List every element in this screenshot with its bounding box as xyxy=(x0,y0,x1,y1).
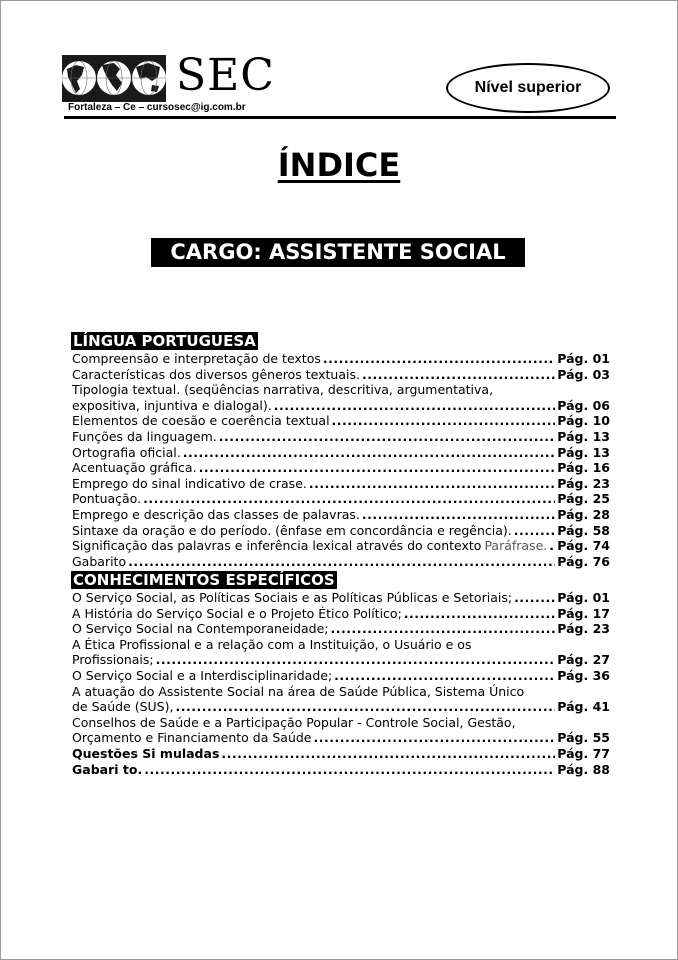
toc-entry: Compreensão e interpretação de textos ..... Pág. 01 xyxy=(72,351,610,367)
toc-entry: Sintaxe da oração e do período. (ênfase em concordância e regência). ..... Pág. 58 xyxy=(72,523,610,539)
section-lingua-portuguesa xyxy=(72,331,610,569)
toc-entry: de Saúde (SUS), ..... Pág. 41 xyxy=(72,699,610,715)
toc-entry: A História do Serviço Social e o Projeto Ético Político; ..... Pág. 17 xyxy=(72,606,610,622)
section-heading: LÍNGUA PORTUGUESA xyxy=(73,332,256,350)
toc-entry-line: Conselhos de Saúde e a Participação Popular - Controle Social, Gestão, xyxy=(72,714,516,730)
toc-entry: Pontuação. ..... Pág. 25 xyxy=(72,491,610,507)
section-conhecimentos-especificos xyxy=(72,570,610,777)
toc-entry: O Serviço Social, as Políticas Sociais e as Políticas Públicas e Setoriais; ..... Pág. 01 xyxy=(72,590,610,606)
index-title xyxy=(0,146,678,184)
toc-entry-line: A Ética Profissional e a relação com a Instituição, o Usuário e os xyxy=(72,636,472,652)
cargo-banner: CARGO: ASSISTENTE SOCIAL xyxy=(151,238,525,267)
toc-entry: Orçamento e Financiamento da Saúde ..... Pág. 55 xyxy=(72,730,610,746)
toc-entry-line: A atuação do Assistente Social na área de Saúde Pública, Sistema Único xyxy=(72,683,525,699)
brand-name: SEC xyxy=(176,50,275,101)
toc-entry-line: Tipologia textual. (seqüências narrativa, descritiva, argumentativa, xyxy=(72,382,494,398)
toc-entry: Ortografia oficial. ..... Pág. 13 xyxy=(72,445,610,461)
toc-entry: Emprego do sinal indicativo de crase. ..... Pág. 23 xyxy=(72,476,610,492)
toc-entry: Elementos de coesão e coerência textual ..... Pág. 10 xyxy=(72,413,610,429)
toc-entry: expositiva, injuntiva e dialogal). ..... Pág. 06 xyxy=(72,398,610,414)
toc-entry: Profissionais; ..... Pág. 27 xyxy=(72,652,610,668)
toc-entry: Características dos diversos gêneros textuais. ..... Pág. 03 xyxy=(72,367,610,383)
toc-entry: Emprego e descrição das classes de palavras. ..... Pág. 28 xyxy=(72,507,610,523)
toc-entry: O Serviço Social e a Interdisciplinaridade; ..... Pág. 36 xyxy=(72,668,610,684)
world-map-logo xyxy=(62,55,166,102)
toc-entry: O Serviço Social na Contemporaneidade; ..... Pág. 23 xyxy=(72,621,610,637)
toc-entry: Funções da linguagem. ..... Pág. 13 xyxy=(72,429,610,445)
level-badge-label: Nível superior xyxy=(474,79,582,96)
section-heading: CONHECIMENTOS ESPECÍFICOS xyxy=(73,571,335,589)
toc-entry: Questões Si muladas ..... Pág. 77 xyxy=(72,746,610,762)
toc-entry: Gabarito ..... Pág. 76 xyxy=(72,554,610,570)
level-badge xyxy=(446,63,610,113)
toc-entry: Significação das palavras e inferência lexical através do contexto Paráfrase. ..... Pág. 74 xyxy=(72,538,610,554)
toc-entry: Gabari to. ..... Pág. 88 xyxy=(72,762,610,778)
index-title-text: ÍNDICE xyxy=(277,146,401,184)
contact-info: Fortaleza – Ce – cursosec@ig.com.br xyxy=(68,102,246,113)
header-divider xyxy=(64,116,616,119)
toc-entry: Acentuação gráfica. ..... Pág. 16 xyxy=(72,460,610,476)
